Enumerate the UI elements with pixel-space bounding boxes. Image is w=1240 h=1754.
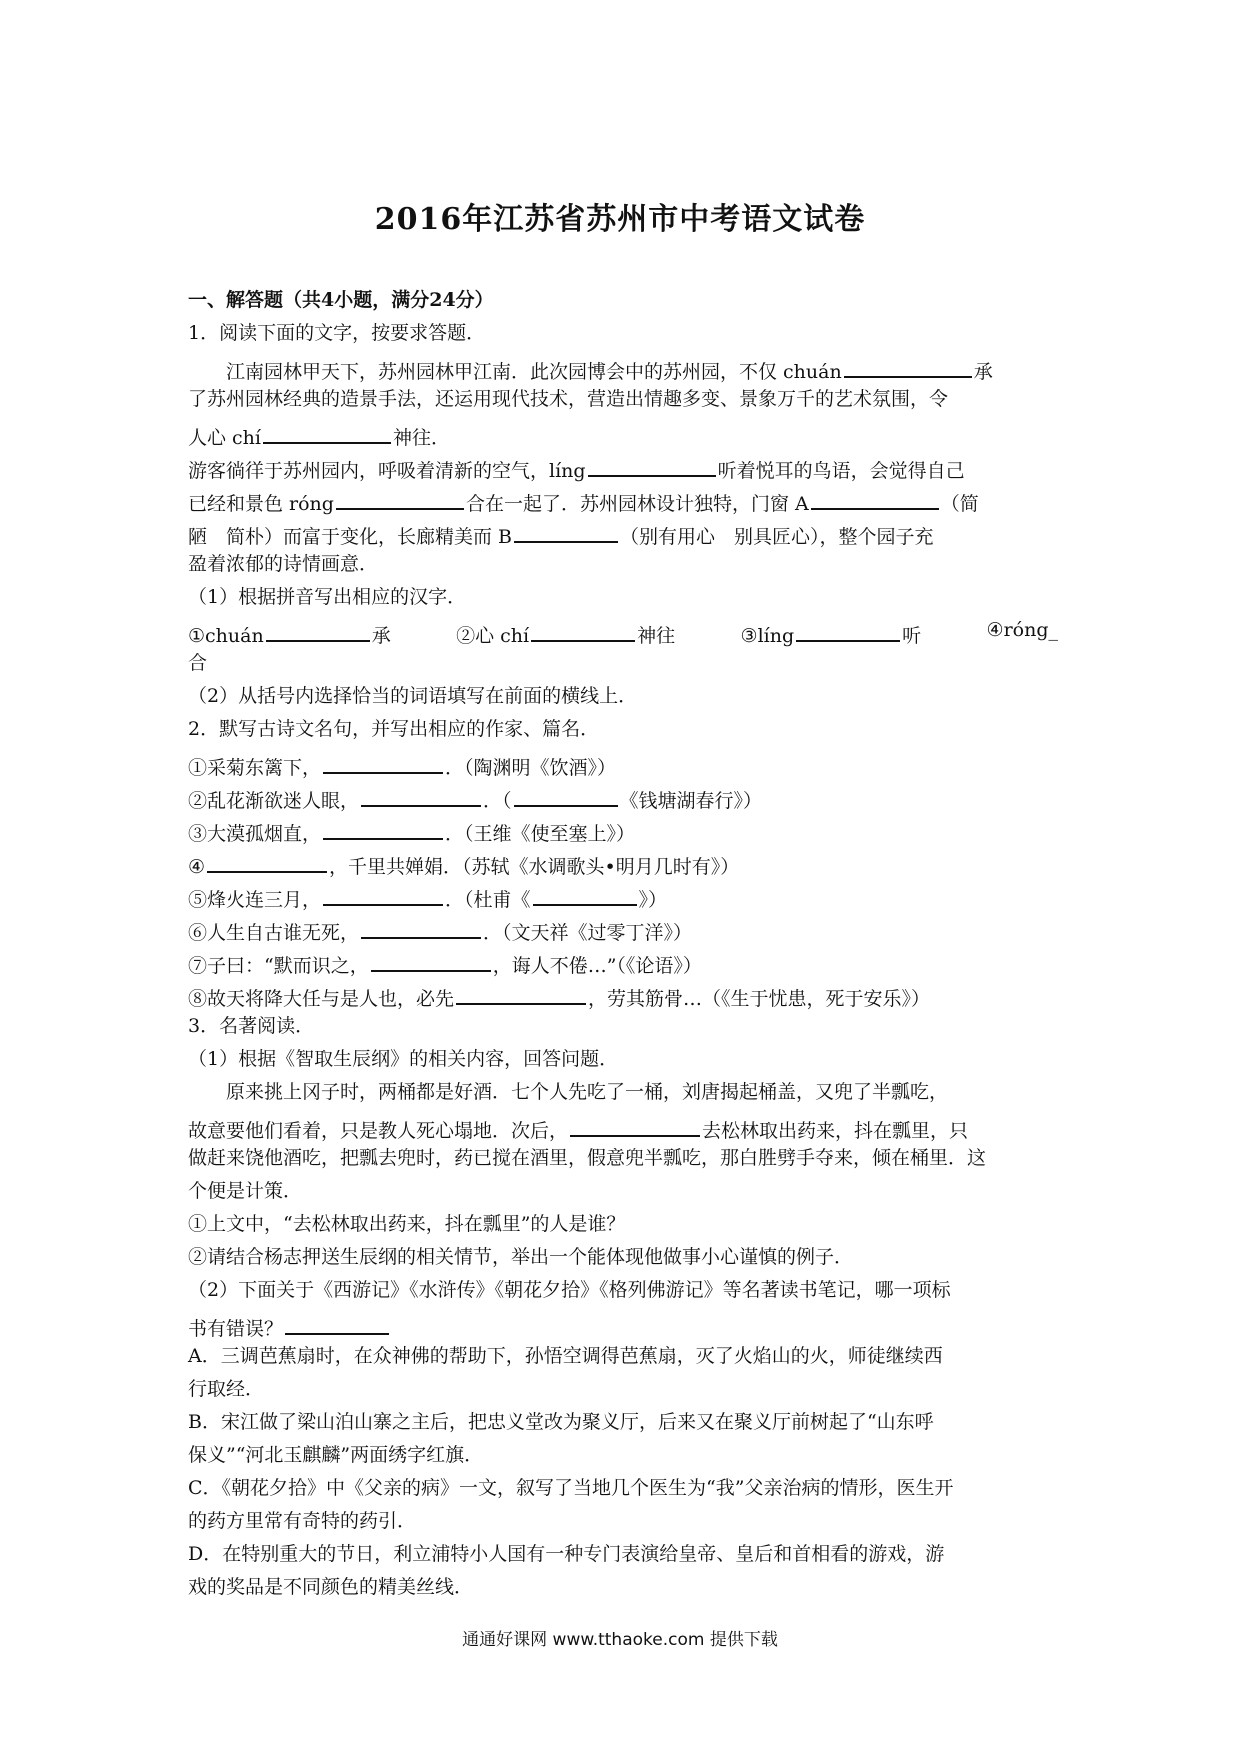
pinyin-label: ②心 chí bbox=[456, 625, 530, 647]
q1-text: 游客徜徉于苏州园内，呼吸着清新的空气，líng bbox=[188, 460, 586, 482]
q3-subquestion: （1）根据《智取生辰纲》的相关内容，回答问题． bbox=[188, 1048, 619, 1070]
q3-passage-line: 原来挑上冈子时，两桶都是好酒．七个人先吃了一桶，刘唐揭起桶盖，又兜了半瓢吃， bbox=[226, 1081, 949, 1103]
q3-subquestion: （2）下面关于《西游记》《水浒传》《朝花夕拾》《格列佛游记》等名著读书笔记，哪一项标 bbox=[188, 1279, 951, 1301]
pinyin-tail: 神往 bbox=[637, 625, 676, 647]
q3-subquestion bbox=[188, 1307, 1058, 1340]
option-b: B．宋江做了梁山泊山寨之主后，把忠义堂改为聚义厅，后来又在聚义厅前树起了“山东呼 bbox=[188, 1411, 934, 1433]
q1-passage-line bbox=[188, 416, 1058, 449]
answer-blank-a[interactable] bbox=[811, 482, 939, 510]
answer-blank[interactable] bbox=[323, 812, 443, 840]
pinyin-item bbox=[741, 614, 922, 647]
q1-subquestion: （2）从括号内选择恰当的词语填写在前面的横线上． bbox=[188, 685, 638, 707]
answer-blank[interactable] bbox=[570, 1109, 700, 1137]
poem-source: ，诲人不倦…”（《论语》） bbox=[492, 955, 702, 977]
poem-text: ③大漠孤烟直， bbox=[188, 823, 322, 845]
pinyin-continuation: 合 bbox=[188, 652, 208, 674]
poem-source: ，劳其筋骨…（《生于忧患，死于安乐》） bbox=[588, 988, 931, 1010]
option-c-cont: 的药方里常有奇特的药引． bbox=[188, 1510, 417, 1532]
answer-blank[interactable] bbox=[531, 614, 635, 642]
answer-blank[interactable] bbox=[456, 977, 586, 1005]
q1-text: 听着悦耳的鸟语，会觉得自己 bbox=[717, 460, 965, 482]
poem-item bbox=[188, 779, 1058, 812]
q3-question: ②请结合杨志押送生辰纲的相关情节，举出一个能体现他做事小心谨慎的例子． bbox=[188, 1246, 854, 1268]
q3-stem: 3．名著阅读． bbox=[188, 1015, 315, 1037]
title-blank[interactable] bbox=[533, 878, 637, 906]
pinyin-tail: 听 bbox=[902, 625, 922, 647]
poem-item bbox=[188, 746, 1058, 779]
answer-blank[interactable] bbox=[336, 482, 464, 510]
q1-passage-line bbox=[188, 515, 1058, 548]
q1-passage-line bbox=[188, 350, 1058, 383]
q1-text: 承 bbox=[973, 361, 993, 383]
q1-text: （别有用心 别具匠心），整个园子充 bbox=[620, 526, 934, 548]
answer-blank[interactable] bbox=[323, 878, 443, 906]
pinyin-label: ①chuán bbox=[188, 625, 264, 647]
page-footer: 通通好课网 www.tthaoke.com 提供下载 bbox=[462, 1630, 778, 1650]
answer-blank[interactable] bbox=[263, 416, 391, 444]
q3-passage-line bbox=[188, 1109, 1058, 1142]
poem-text: ④ bbox=[188, 856, 206, 878]
poem-source: 》） bbox=[638, 889, 668, 911]
q1-text: 神往． bbox=[393, 427, 451, 449]
poem-source: ．（ bbox=[483, 790, 512, 812]
poem-source: ．（王维《使至塞上》） bbox=[445, 823, 636, 845]
option-c: C．《朝花夕拾》中《父亲的病》一文，叙写了当地几个医生为“我”父亲治病的情形，医生开 bbox=[188, 1477, 954, 1499]
q1-subquestion: （1）根据拼音写出相应的汉字． bbox=[188, 586, 467, 608]
poem-item bbox=[188, 845, 1058, 878]
poem-item bbox=[188, 878, 1058, 911]
q3-question: ①上文中，“去松林取出药来，抖在瓢里”的人是谁？ bbox=[188, 1213, 626, 1235]
poem-text: ②乱花渐欲迷人眼， bbox=[188, 790, 360, 812]
q1-passage-line: 了苏州园林经典的造景手法，还运用现代技术，营造出情趣多变、景象万千的艺术氛围，令 bbox=[188, 388, 949, 410]
q3-text: 去松林取出药来，抖在瓢里，只 bbox=[702, 1120, 969, 1142]
q1-text: 已经和景色 róng bbox=[188, 493, 334, 515]
q3-text: 书有错误？ bbox=[188, 1318, 284, 1340]
q1-passage-line bbox=[188, 449, 1058, 482]
pinyin-item bbox=[188, 614, 391, 647]
answer-blank[interactable] bbox=[266, 614, 370, 642]
pinyin-item bbox=[456, 614, 675, 647]
author-blank[interactable] bbox=[514, 779, 618, 807]
option-d-cont: 戏的奖品是不同颜色的精美丝线． bbox=[188, 1576, 474, 1598]
pinyin-label: ③líng bbox=[740, 625, 795, 647]
pinyin-tail: 承 bbox=[371, 625, 391, 647]
answer-blank[interactable] bbox=[207, 845, 327, 873]
answer-blank[interactable] bbox=[371, 944, 491, 972]
option-d: D．在特别重大的节日，利立浦特小人国有一种专门表演给皇帝、皇后和首相看的游戏，游 bbox=[188, 1543, 945, 1565]
q3-passage-line: 个便是计策． bbox=[188, 1180, 303, 1202]
exam-content bbox=[188, 284, 1058, 1604]
q3-text: 故意要他们看着，只是教人死心塌地．次后， bbox=[188, 1120, 569, 1142]
page-title: 2016年江苏省苏州市中考语文试卷 bbox=[374, 202, 866, 237]
q1-text: 江南园林甲天下，苏州园林甲江南．此次园博会中的苏州园，不仅 chuán bbox=[226, 361, 842, 383]
answer-blank[interactable] bbox=[361, 779, 481, 807]
q2-stem: 2．默写古诗文名句，并写出相应的作家、篇名． bbox=[188, 718, 600, 740]
q1-stem: 1．阅读下面的文字，按要求答题． bbox=[188, 322, 486, 344]
poem-item bbox=[188, 911, 1058, 944]
poem-source: ，千里共婵娟．（苏轼《水调歌头•明月几时有》） bbox=[329, 856, 740, 878]
q1-text: 人心 chí bbox=[188, 427, 261, 449]
q1-text: （简 bbox=[940, 493, 979, 515]
option-a-cont: 行取经． bbox=[188, 1378, 265, 1400]
poem-item bbox=[188, 944, 1058, 977]
answer-blank[interactable] bbox=[588, 449, 716, 477]
poem-item bbox=[188, 977, 1058, 1010]
answer-blank[interactable] bbox=[844, 350, 972, 378]
poem-source: ．（文天祥《过零丁洋》） bbox=[483, 922, 693, 944]
poem-text: ⑧故天将降大任与是人也，必先 bbox=[188, 988, 455, 1010]
poem-text: ⑤烽火连三月， bbox=[188, 889, 322, 911]
pinyin-row bbox=[188, 614, 1058, 647]
q1-text: 合在一起了．苏州园林设计独特，门窗 A bbox=[465, 493, 809, 515]
poem-item bbox=[188, 812, 1058, 845]
answer-blank[interactable] bbox=[323, 746, 443, 774]
poem-source: 《钱塘湖春行》） bbox=[619, 790, 763, 812]
option-b-cont: 保义”“河北玉麒麟”两面绣字红旗． bbox=[188, 1444, 484, 1466]
answer-blank-b[interactable] bbox=[514, 515, 618, 543]
q1-text: 陋 简朴）而富于变化，长廊精美而 B bbox=[188, 526, 513, 548]
q1-passage-line bbox=[188, 482, 1058, 515]
section-heading: 一、解答题（共4小题，满分24分） bbox=[188, 289, 494, 311]
answer-blank[interactable] bbox=[285, 1307, 389, 1335]
answer-blank[interactable] bbox=[796, 614, 900, 642]
poem-source: ．（杜甫《 bbox=[445, 889, 531, 911]
option-a: A．三调芭蕉扇时，在众神佛的帮助下，孙悟空调得芭蕉扇，灭了火焰山的火，师徒继续西 bbox=[188, 1345, 943, 1367]
q1-passage-line: 盈着浓郁的诗情画意． bbox=[188, 553, 379, 575]
answer-blank[interactable] bbox=[361, 911, 481, 939]
poem-source: ．（陶渊明《饮酒》） bbox=[445, 757, 617, 779]
poem-text: ⑦子曰：“默而识之， bbox=[188, 955, 369, 977]
poem-text: ①采菊东篱下， bbox=[188, 757, 322, 779]
pinyin-item: ④róng_ bbox=[986, 619, 1058, 641]
q3-passage-line: 做赶来饶他酒吃，把瓢去兜时，药已搅在酒里，假意兜半瓢吃，那白胜劈手夺来，倾在桶里．这 bbox=[188, 1147, 987, 1169]
poem-text: ⑥人生自古谁无死， bbox=[188, 922, 360, 944]
